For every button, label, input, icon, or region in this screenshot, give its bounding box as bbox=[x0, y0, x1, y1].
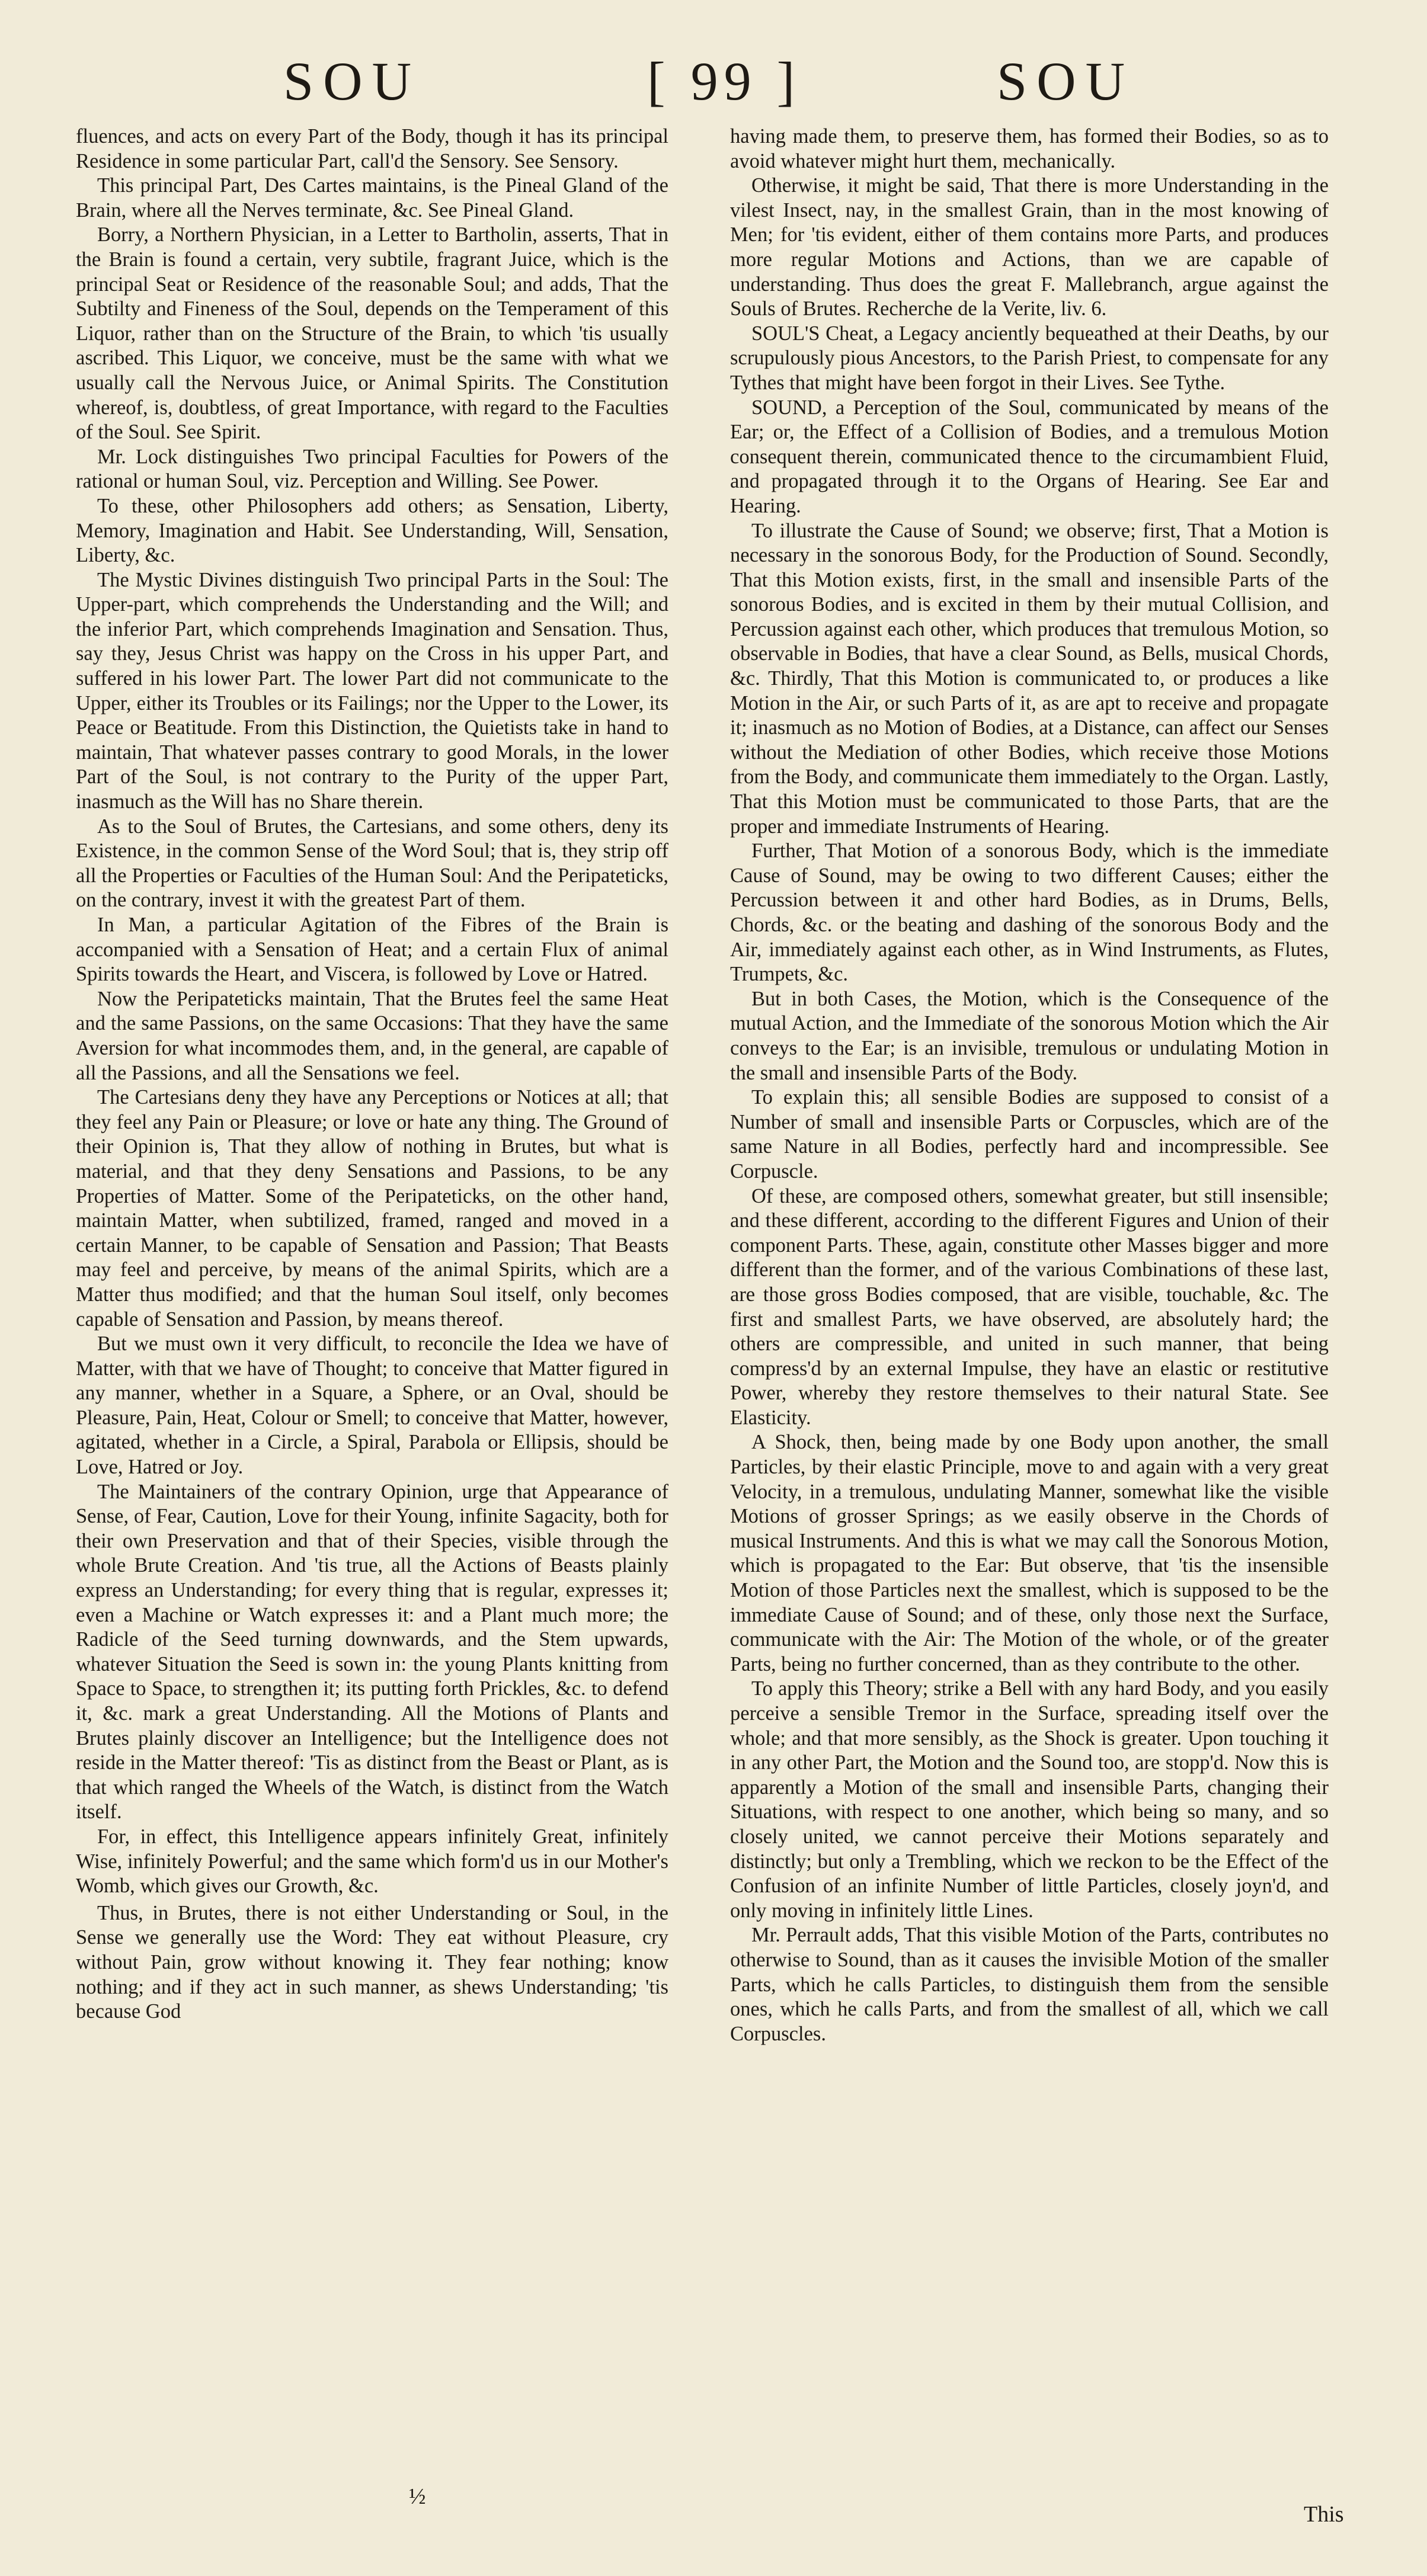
paragraph: To apply this Theory; strike a Bell with any hard Body, and you easily perceive a sensible Tremor in the Surface, spreading itself over the whole; and that more sensibly, as the Shock is greater. Upon touching it in any other Part, the Motion and the Sound too, are stopp'd. Now this is apparently a Motion of the small and insensible Parts, changing their Situations, with respect to one another, which being so many, and so closely united, we cannot perceive their Motions separately and distinctly; but only a Trembling, which we reckon to be the Effect of the Confusion of an infinite Number of little Particles, closely joyn'd, and only moving in infinitely little Lines. bbox=[730, 1677, 1329, 1922]
paragraph: To these, other Philosophers add others; as Sensation, Liberty, Memory, Imagination and Habit. See Understanding, Will, Sensation, Liberty, &c. bbox=[76, 494, 668, 567]
catchword: This bbox=[1304, 2502, 1344, 2527]
running-head bbox=[0, 49, 1427, 114]
paragraph: To illustrate the Cause of Sound; we observe; first, That a Motion is necessary in the sonorous Body, for the Production of Sound. Secondly, That this Motion exists, first, in the small and insensible Parts of the sonorous Bodies, and is excited in them by their mutual Collision, and Percussion against each other, which produces that tremulous Motion, so observable in Bodies, that have a clear Sound, as Bells, musical Chords, &c. Thirdly, That this Motion is communicated to, or produces a like Motion in the Air, or such Parts of it, as are apt to receive and propagate it; inasmuch as no Motion of Bodies, at a Distance, can affect our Senses without the Mediation of other Bodies, which receive those Motions from the Body, and communicate them immediately to the Organ. Lastly, That this Motion must be communicated to those Parts, that are the proper and immediate Instruments of Hearing. bbox=[730, 519, 1329, 838]
paragraph: Borry, a Northern Physician, in a Letter to Bartholin, asserts, That in the Brain is found a certain, very subtile, fragrant Juice, which is the principal Seat or Residence of the reasonable Soul; and adds, That the Subtilty and Fineness of the Soul, depends on the Temperament of this Liquor, rather than on the Structure of the Brain, to which 'tis usually ascribed. This Liquor, we conceive, must be the same with what we usually call the Nervous Juice, or Animal Spirits. The Constitution whereof, is, doubtless, of great Importance, with regard to the Faculties of the Soul. See Spirit. bbox=[76, 223, 668, 444]
running-head-left: SOU bbox=[283, 51, 421, 111]
paragraph: A Shock, then, being made by one Body upon another, the small Particles, by their elastic Principle, move to and again with a very great Velocity, in a tremulous, undulating Manner, somewhat like the visible Motions of grosser Springs; as we easily observe in the Chords of musical Instruments. And this is what we may call the Sonorous Motion, which is propagated to the Ear: But observe, that 'tis the insensible Motion of those Particles next the smallest, which is supposed to be the immediate Cause of Sound; and of these, only those next the Surface, communicate with the Air: The Motion of the whole, or of the greater Parts, being no further concerned, than as they contribute to the other. bbox=[730, 1431, 1329, 1675]
paragraph: But in both Cases, the Motion, which is the Consequence of the mutual Action, and the Immediate of the sonorous Motion which the Air conveys to the Ear; is an invisible, tremulous or undulating Motion in the small and insensible Parts of the Body. bbox=[730, 987, 1329, 1084]
paragraph: having made them, to preserve them, has formed their Bodies, so as to avoid whatever might hurt them, mechanically. bbox=[730, 125, 1329, 172]
signature-mark: ½ bbox=[409, 2484, 426, 2509]
left-column bbox=[76, 124, 668, 2518]
paragraph: Now the Peripateticks maintain, That the Brutes feel the same Heat and the same Passions, on the same Occasions: That they have the same Aversion for what incommodes them, and, in the general, are capable of all the Passions, and all the Sensations we feel. bbox=[76, 987, 668, 1084]
paragraph: But we must own it very difficult, to reconcile the Idea we have of Matter, with that we have of Thought; to conceive that Matter figured in any manner, whether in a Square, a Sphere, or an Oval, should be Pleasure, Pain, Heat, Colour or Smell; to conceive that Matter, however, agitated, whether in a Circle, a Spiral, Parabola or Ellipsis, should be Love, Hatred or Joy. bbox=[76, 1332, 668, 1479]
page-number: [ 99 ] bbox=[647, 51, 801, 111]
paragraph: Otherwise, it might be said, That there is more Understanding in the vilest Insect, nay, in the smallest Grain, than in the most knowing of Men; for 'tis evident, either of them contains more Parts, and produces more regular Motions and Actions, than we are capable of understanding. Thus does the great F. Mallebranch, argue against the Souls of Brutes. Recherche de la Verite, liv. 6. bbox=[730, 174, 1329, 321]
paragraph: As to the Soul of Brutes, the Cartesians, and some others, deny its Existence, in the common Sense of the Word Soul; that is, they strip off all the Properties or Faculties of the Human Soul: And the Peripateticks, on the contrary, invest it with the greatest Part of them. bbox=[76, 815, 668, 912]
entry-sound: SOUND, a Perception of the Soul, communicated by means of the Ear; or, the Effect of a Collision of Bodies, and a tremulous Motion consequent therein, communicated thence to the circumambient Fluid, and propagated through it to the Organs of Hearing. See Ear and Hearing. bbox=[730, 396, 1329, 517]
paragraph: The Maintainers of the contrary Opinion, urge that Appearance of Sense, of Fear, Caution, Love for their Young, infinite Sagacity, both for their own Preservation and that of their Species, visible through the whole Brute Creation. And 'tis true, all the Actions of Beasts plainly express an Understanding; for every thing that is regular, expresses it; even a Machine or Watch expresses it: and a Plant much more; the Radicle of the Seed turning downwards, and the Stem upwards, whatever Situation the Seed is sown in: the young Plants knitting from Space to Space, to strengthen it; its putting forth Prickles, &c. to defend it, &c. mark a great Understanding. All the Motions of Plants and Brutes plainly discover an Intelligence; but the Intelligence does not reside in the Matter thereof: 'Tis as distinct from the Beast or Plant, as is that which ranged the Wheels of the Watch, is distinct from the Watch itself. bbox=[76, 1480, 668, 1824]
paragraph: To explain this; all sensible Bodies are supposed to consist of a Number of small and insensible Parts or Corpuscles, which are of the same Nature in all Bodies, perfectly hard and incompressible. See Corpuscle. bbox=[730, 1086, 1329, 1183]
paragraph: Of these, are composed others, somewhat greater, but still insensible; and these different, according to the different Figures and Union of their component Parts. These, again, constitute other Masses bigger and more different than the former, and of the various Combinations of these last, are those gross Bodies composed, that are visible, touchable, &c. The first and smallest Parts, we have observed, are absolutely hard; the others are compressible, and united in such manner, that being compress'd by an external Impulse, they have an elastic or restitutive Power, whereby they restore themselves to their natural State. See Elasticity. bbox=[730, 1184, 1329, 1429]
paragraph: Mr. Perrault adds, That this visible Motion of the Parts, contributes no otherwise to Sound, than as it causes the invisible Motion of the smaller Parts, which he calls Particles, to distinguish them from the sensible ones, which he calls Parts, and from the smallest of all, which we call Corpuscles. bbox=[730, 1924, 1329, 2045]
paragraph: fluences, and acts on every Part of the Body, though it has its principal Residence in some particular Part, call'd the Sensory. See Sensory. bbox=[76, 125, 668, 172]
paragraph: The Cartesians deny they have any Perceptions or Notices at all; that they feel any Pain or Pleasure; or love or hate any thing. The Ground of their Opinion is, That they allow of nothing in Brutes, but what is material, and that they deny Sensations and Passions, to be any Properties of Matter. Some of the Peripateticks, on the other hand, maintain Matter, when subtilized, framed, ranged and moved in a certain Manner, to be capable of Sensation and Passion; That Beasts may feel and perceive, by means of the animal Spirits, which are a Matter thus modified; and that the human Soul itself, only becomes capable of Sensation and Passion, by means thereof. bbox=[76, 1086, 668, 1331]
paragraph: The Mystic Divines distinguish Two principal Parts in the Soul: The Upper-part, which comprehends the Understanding and the Will; and the inferior Part, which comprehends Imagination and Sensation. Thus, say they, Jesus Christ was happy on the Cross in his upper Part, and suffered in his lower Part. The lower Part did not communicate to the Upper, either its Troubles or its Failings; nor the Upper to the Lower, its Peace or Beatitude. From this Distinction, the Quietists take in hand to maintain, That whatever passes contrary to good Morals, in the lower Part of the Soul, is not contrary to the Purity of the upper Part, inasmuch as the Will has no Share therein. bbox=[76, 568, 668, 813]
entry-souls-cheat: SOUL'S Cheat, a Legacy anciently bequeathed at their Deaths, by our scrupulously pious Ancestors, to the Parish Priest, to compensate for any Tythes that might have been forgot in their Lives. See Tythe. bbox=[730, 322, 1329, 394]
paragraph: Mr. Lock distinguishes Two principal Faculties for Powers of the rational or human Soul, viz. Perception and Willing. See Power. bbox=[76, 445, 668, 493]
paragraph: In Man, a particular Agitation of the Fibres of the Brain is accompanied with a Sensation of Heat; and a certain Flux of animal Spirits towards the Heart, and Viscera, is followed by Love or Hatred. bbox=[76, 914, 668, 986]
right-column bbox=[730, 124, 1329, 2518]
running-head-right: SOU bbox=[997, 51, 1135, 111]
paragraph: Further, That Motion of a sonorous Body, which is the immediate Cause of Sound, may be owing to two different Causes; either the Percussion between it and other hard Bodies, as in Drums, Bells, Chords, &c. or the beating and dashing of the sonorous Body and the Air, immediately against each other, as in Wind Instruments, as Flutes, Trumpets, &c. bbox=[730, 840, 1329, 986]
paragraph: This principal Part, Des Cartes maintains, is the Pineal Gland of the Brain, where all the Nerves terminate, &c. See Pineal Gland. bbox=[76, 174, 668, 222]
paragraph: Thus, in Brutes, there is not either Understanding or Soul, in the Sense we generally use the Word: They eat without Pleasure, cry without Pain, grow without knowing it. They fear nothing; know nothing; and if they act in such manner, as shews Understanding; 'tis because God bbox=[76, 1901, 668, 2023]
paragraph: For, in effect, this Intelligence appears infinitely Great, infinitely Wise, infinitely Powerful; and the same which form'd us in our Mother's Womb, which gives our Growth, &c. bbox=[76, 1825, 668, 1898]
